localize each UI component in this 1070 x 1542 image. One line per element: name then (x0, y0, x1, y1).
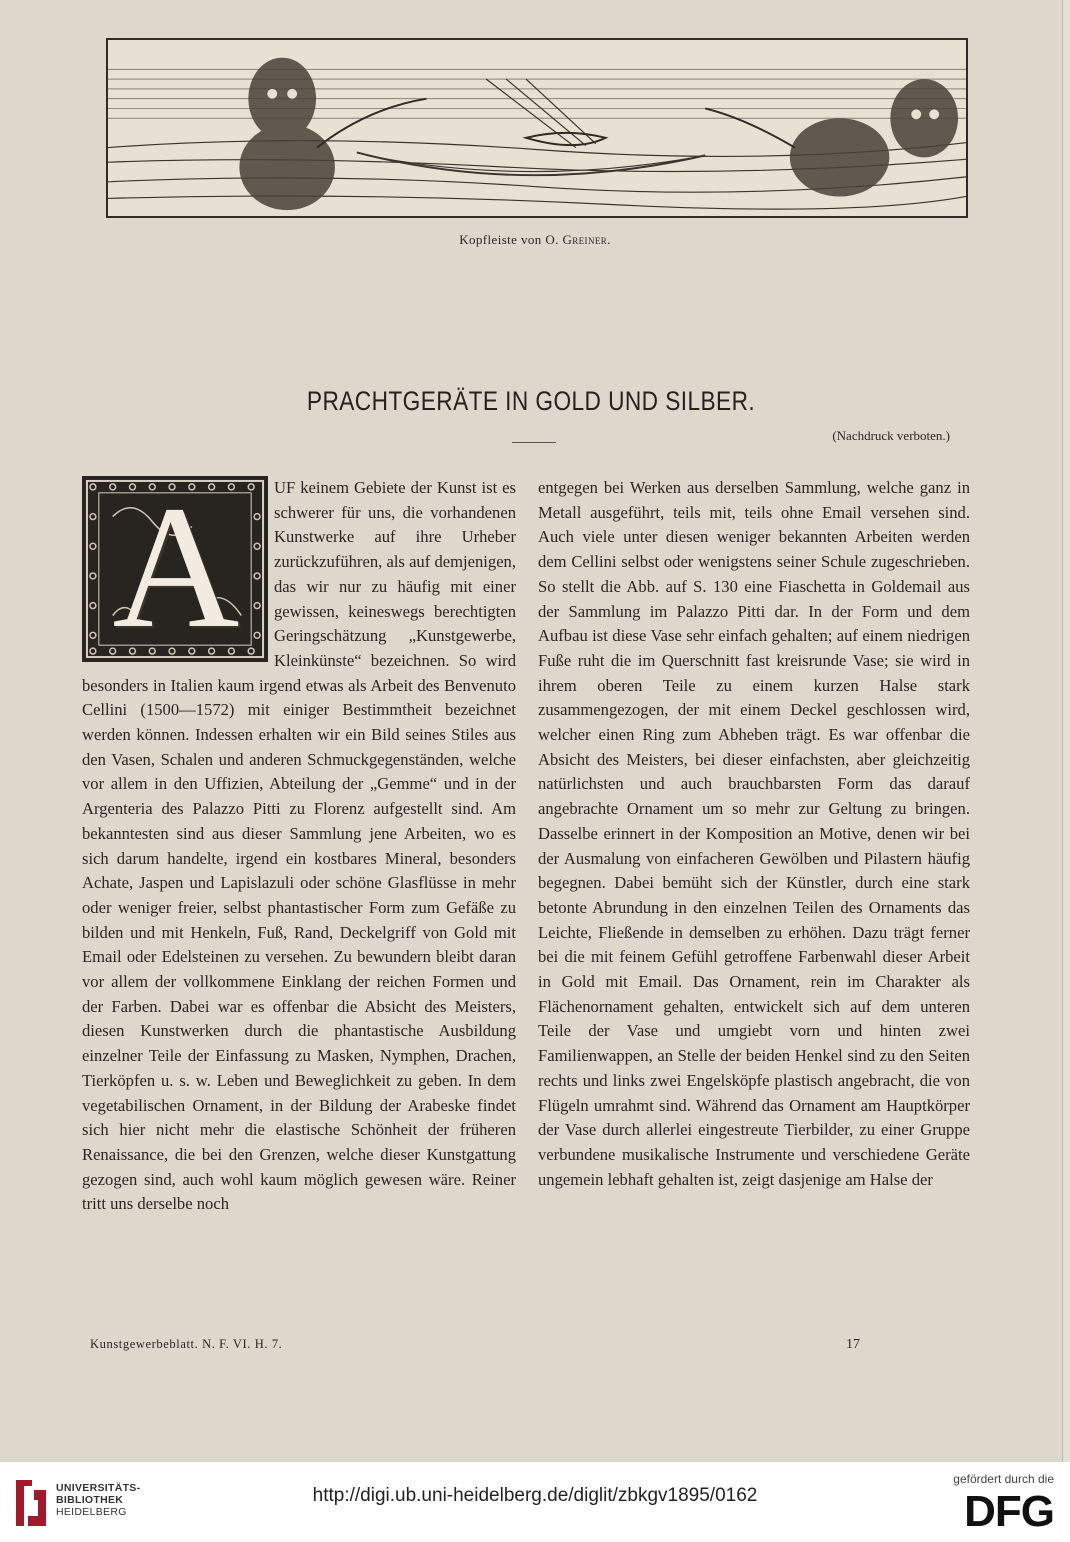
page-number: 17 (846, 1337, 860, 1352)
headpiece-illustration (106, 38, 968, 218)
caption-artist: Greiner. (562, 232, 611, 247)
left-column-text: UF keinem Gebiete der Kunst ist es schwerer für uns, die vorhandenen Kunstwerke auf ihre Urheber zurückzuführen, als auf demjenigen, das wir nur zu häufig mit einer gewissen, keineswegs berechtigten Geringschätzung „Kunstgewerbe, Kleinkünste“ bezeichnen. So wird besonders in Italien kaum irgend etwas als Arbeit des Benvenuto Cellini (1500—1572) mit einiger Bestimmtheit bezeichnet werden können. Indessen erhalten wir ein Bild seines Stiles aus den Vasen, Schalen und anderen Schmuckgegenständen, welche vor allem in den Uffizien, Abteilung der „Gemme“ und in der Argenteria des Palazzo Pitti zu Florenz aufgestellt sind. Am bekanntesten sind aus dieser Sammlung jene Arbeiten, wo es sich darum handelte, irgend ein kostbares Mineral, besonders Achate, Jaspen und Lapislazuli oder schöne Glasflüsse in mehr oder weniger freier, selbst phantastischer Form zum Gefäße zu bilden und mit Henkeln, Fuß, Rand, Deckelgriff von Gold mit Email oder Edelsteinen zu versehen. Zu bewundern bleibt daran vor allem der vollkommene Einklang der reichen Formen und der Farben. Dabei war es offenbar die Absicht des Meisters, diesen Kunstwerken durch die phantastische Ausbildung einzelner Teile der Einfassung zu Masken, Nymphen, Drachen, Tierköpfen u. s. w. Leben und Beweglichkeit zu geben. In dem vegetabilischen Ornament, in der Bildung der Arabeske findet sich hier nicht mehr die elastische Schönheit der früheren Renaissance, die bei den Grenzen, welche dieser Kunstgattung gezogen sind, auch wohl kaum möglich gewesen wäre. Reiner tritt uns derselbe noch (82, 478, 516, 1214)
library-name-line-2: BIBLIOTHEK (56, 1494, 124, 1506)
left-column (82, 470, 516, 1217)
journal-footer: Kunstgewerbeblatt. N. F. VI. H. 7. (90, 1337, 283, 1351)
initial-letter-glyph: A (112, 470, 240, 665)
headpiece-drawing (108, 40, 966, 216)
reprint-notice: (Nachdruck verboten.) (832, 428, 950, 443)
viewer-footer-bar (0, 1462, 1070, 1542)
right-column (538, 476, 970, 1192)
caption-prefix: Kopfleiste von O. (459, 232, 563, 247)
right-column-text: entgegen bei Werken aus derselben Sammlung, welche ganz in Metall ausgeführt, teils mit, teils ohne Email versehen sind. Auch viele unter diesen weniger bekannten Arbeiten werden dem Cellini selbst oder wenigstens seiner Schule zugeschrieben. So stellt die Abb. auf S. 130 eine Fiaschetta in Goldemail aus der Sammlung im Palazzo Pitti dar. In der Form und dem Aufbau ist diese Vase sehr einfach gehalten; auf einem niedrigen Fuße ruht die im Querschnitt fast kreisrunde Vase; sie wird in ihrem oberen Teile zu einem kurzen Halse stark zusammengezogen, der mit einem Deckel geschlossen wird, welcher einen Ring zum Abheben trägt. Es war offenbar die Absicht des Meisters, bei dieser einfachsten, aber gleichzeitig natürlichsten und auch brauchbarsten Form das darauf angebrachte Ornament um so mehr zur Geltung zu bringen. Dasselbe erinnert in der Komposition an Motive, denen wir bei der Ausmalung von einfacheren Gewölben und Pilastern häufig begegnen. Dabei bemüht sich der Künstler, durch eine stark betonte Abrundung in den einzelnen Teilen des Ornaments das Leichte, Fließende in demselben zu erhöhen. Dazu trägt ferner bei die mit feinem Gefühl getroffene Farbenwahl dieser Arbeit in Gold mit Email. Das Ornament, rein im Charakter als Flächenornament gehalten, entwickelt sich auf dem unteren Teile der Vase und umgiebt vorn und hinten zwei Familienwappen, an Stelle der beiden Henkel sind zu den Seiten rechts und links zwei Engelsköpfe plastisch angebracht, die von Flügeln umrahmt sind. Während das Ornament am Hauptkörper der Vase durch allerlei eingestreute Tierbilder, zu einer Gruppe verbundene musikalische Instrumente und verschiedene Geräte ungemein lebhaft gehalten ist, zeigt dasjenige am Halse der (538, 478, 970, 1189)
article-title: PRACHTGERÄTE IN GOLD UND SILBER. (306, 386, 756, 416)
library-name-line-3: HEIDELBERG (56, 1506, 127, 1518)
title-divider (512, 442, 556, 443)
permalink-url[interactable]: http://digi.ub.uni-heidelberg.de/diglit/zbkgv1895/0162 (312, 1485, 758, 1506)
library-name-line-1: UNIVERSITÄTS- (56, 1482, 141, 1494)
headpiece-caption (0, 232, 1070, 248)
dfg-logo[interactable]: DFG (964, 1487, 1054, 1536)
funder-label: gefördert durch die (953, 1472, 1054, 1486)
initial-letter (82, 470, 268, 665)
